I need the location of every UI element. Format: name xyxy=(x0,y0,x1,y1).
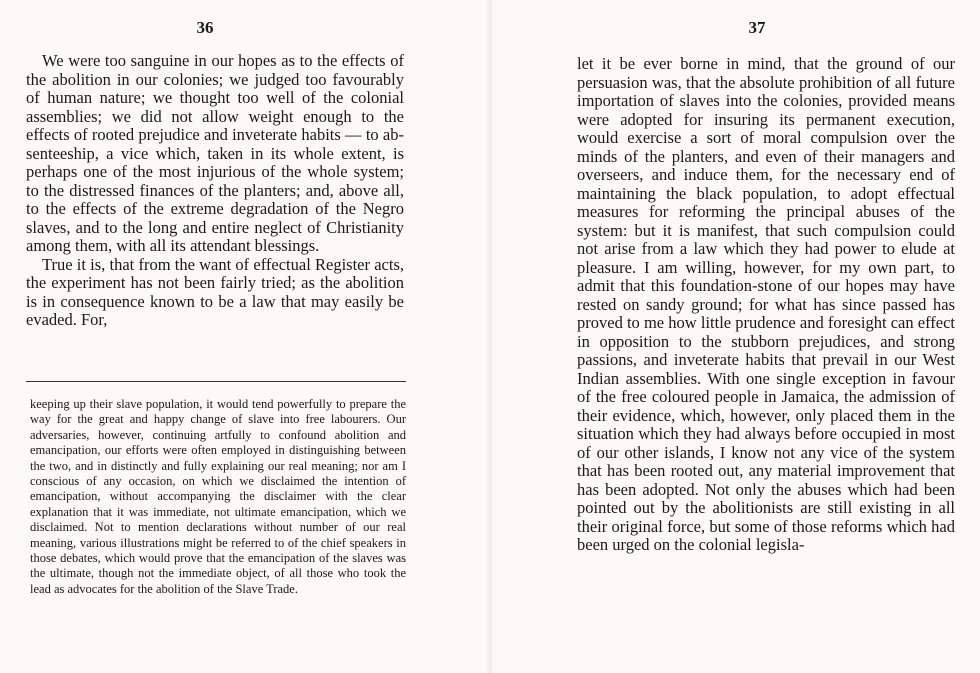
left-paragraph-1: We were too sanguine in our hopes as to the effects of the abolition in our colonies; we judged too favourably of human nature; we thought too well of the colonial assemblies; we did not allow weight enough to the effects of rooted prejudice and inveterate habits — to absenteeship, a vice which, taken in its whole extent, is perhaps one of the most injurious of the whole system; to the distressed finances of the planters; and, above all, to the effects of the extreme degradation of the Negro slaves, and to the long and entire neglect of Christianity among them, with all its attendant blessings. xyxy=(26,51,404,255)
footnote-rule xyxy=(26,381,406,382)
footnote: keeping up their slave population, it would tend powerfully to prepare the way for the great and happy change of slave into free labourers. Our adversaries, however, continuing artfully to confound abolition and emancipation, our efforts were often employed in distinguishing between the two, and in distinctly and fully explaining our real meaning; nor am I conscious of any occasion, on which we disclaimed the intention of emancipation, without accompanying the disclaimer with the clear explanation that it was immediate, not ultimate emancipation, which we disclaimed. Not to mention declarations without number of our real meaning, various illustrations might be referred to of the chief speakers in those debates, which would prove that the emancipation of the slaves was the ultimate, though not the immediate object, of all those who took the lead as advocates for the abolition of the Slave Trade. xyxy=(30,397,406,596)
page-number-left: 36 xyxy=(196,18,214,37)
left-body-text xyxy=(26,52,404,330)
right-page xyxy=(490,0,980,673)
right-body-text xyxy=(577,55,955,555)
page-number-right: 37 xyxy=(748,18,766,37)
right-paragraph-1: let it be ever borne in mind, that the ground of our persuasion was, that the absolute prohibition of all future importation of slaves into the colonies, provided means were adopted for insuring its permanent execution, would exercise a sort of moral compulsion over the minds of the planters, and even of their managers and overseers, and induce them, for the necessary end of maintaining the black population, to adopt effectual measures for reforming the principal abuses of the system: but it is manifest, that such compulsion could not arise from a law which they had power to elude at pleasure. I am willing, however, for my own part, to admit that this foundation-stone of our hopes may have rested on sandy ground; for what has since passed has proved to me how little prudence and foresight can effect in opposition to the stubborn prejudices, and strong passions, and inveterate habits that prevail in our West Indian assemblies. With one single exception in favour of the free coloured people in Jamaica, the admission of their evidence, which, however, only placed them in the situation which they had always before occupied in most of our other islands, I know not any vice of the system that has been rooted out, any material improvement that has been adopted. Not only the abuses which had been pointed out by the abolitionists are still existing in all their original force, but some of those reforms which had been urged on the colonial legisla- xyxy=(577,54,955,554)
left-paragraph-2: True it is, that from the want of effectual Register acts, the experiment has not been fairly tried; as the abolition is in consequence known to be a law that may easily be evaded. For, xyxy=(26,254,404,329)
